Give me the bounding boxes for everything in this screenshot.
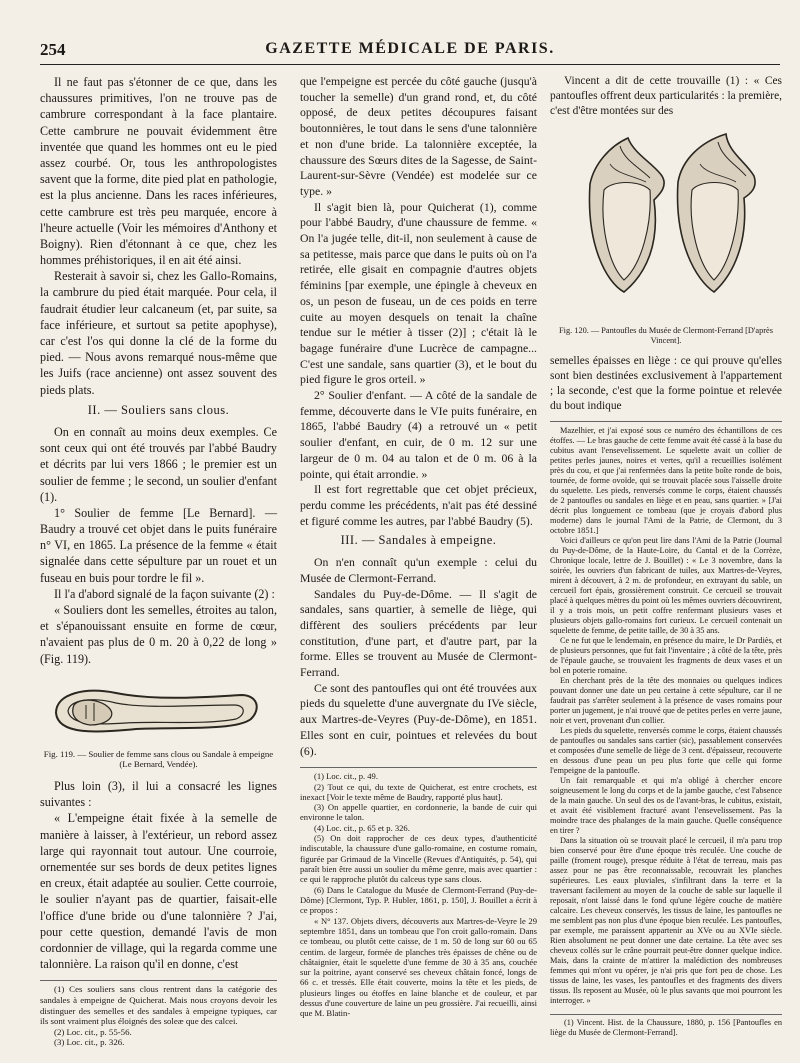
paragraph: On n'en connaît qu'un exemple : celui du Musée de Clermont-Ferrand. bbox=[300, 556, 537, 585]
footnotes bbox=[40, 980, 277, 1048]
footnote: (6) Dans le Catalogue du Musée de Clermont-Ferrand (Puy-de-Dôme) [Clermont, Typ. P. Hubler, 1861, p. 150], J. Bouillet a écrit à ce propos : bbox=[300, 884, 537, 916]
paragraph: que l'empeigne est percée du côté gauche (jusqu'à toucher la semelle) d'un grand rond, et, du côté opposé, de deux petites découpures faisant boutonnières, le tout dans le sens d'une talonnière et non d'une bride. La talonnière exceptée, la chaussure des Sœurs dites de la Sagesse, de Saint-Laurent-sur-Sèvre (Vendée) est modelée sur ce type. » bbox=[300, 75, 537, 198]
paragraph: Plus loin (3), il lui a consacré les lignes suivantes : bbox=[40, 779, 277, 810]
paragraph: En cherchant près de la tête des monnaies ou quelques indices pouvant donner une date un peu certaine à cette sépulture, car il ne faudrait pas s'arrêter seulement à la présence de vases romains pour porter un jugement, je n'ai trouvé que de petites perles en verre jaune, noir et vert, provenant d'un collier. bbox=[550, 675, 782, 725]
paragraph: « Souliers dont les semelles, étroites au talon, et s'épanouissant ensuite en forme de cœur, n'avaient pas plus de 0 m. 20 à 0,22 de long » (Fig. 119). bbox=[40, 603, 277, 666]
slippers-illustration bbox=[550, 124, 782, 324]
footnote: (3) On appelle quartier, en cordonnerie, la bande de cuir qui environne le talon. bbox=[300, 802, 537, 823]
divider bbox=[550, 421, 782, 422]
paragraph: Dans la situation où se trouvait placé le cercueil, il m'a paru trop bien conservé pour être d'une époque très reculée. Une couche de paille (froment rouge), presque réduite à l'état de terreau, mais pas assez pour ne pas être reconnaissable, recouvrait les planches supérieures. Les eaux pluviales, s'infiltrant dans la terre et la traversant facilement au moyen de la couche de sable sur laquelle il reposait, n'ont laissé dans le fond qu'une légère couche de matière calcaire. Les cheveux conservés, les tissus de laine, les pantoufles ne me semblent pas non plus d'une époque bien reculée. Les pantoufles, par exemple, me paraissent appartenir au XVe ou au XVIe siècle. Rien absolument ne peut donner une date certaine. La tête avec ses cheveux collés sur le crâne pourrait peut-être donner quelque indice. Mais, dans la crainte de m'attirer la malédiction des nombreuses femmes qui m'ont vu opérer, je n'ai pris que fort peu de chose. Les tissus de laine, les vases, les pantoufles et des fragments des divers tissus. Ils reposent au Musée, où le plus savants que moi pourront les interroger. » bbox=[550, 835, 782, 1005]
paragraph: On en connaît au moins deux exemples. Ce sont ceux qui ont été trouvés par l'abbé Baudry et décrits par lui vers 1866 ; le premier est un soulier de femme ; le second, un soulier d'enfant (1). bbox=[40, 424, 277, 504]
paragraph: Ce ne fut que le lendemain, en présence du maire, le Dr Pardiès, et de plusieurs personnes, que fut fait l'inventaire ; à côté de la tête, près de l'épaule gauche, se trouvaient les fragments de deux vases et un bol en poterie romaine. bbox=[550, 635, 782, 675]
figure-119-sandal bbox=[46, 675, 271, 745]
paragraph: Les pieds du squelette, renversés comme le corps, étaient chaussés de pantoufles ou sandales sans cartier (sic), passablement conservées et composées d'une semelle de liège de 3 cent. d'épaisseur, recouverte en dessous d'une peau un peu plus forte que celle qui forme l'empeigne de la pantoufle. bbox=[550, 725, 782, 775]
paragraph: Vincent a dit de cette trouvaille (1) : « Ces pantoufles offrent deux particularités : la première, c'est d'être montées sur des bbox=[550, 75, 782, 118]
footnote: (1) Ces souliers sans clous rentrent dans la catégorie des sandales à empeigne de Quicherat. Mais nous croyons devoir les distinguer des semelles et des sandales à empeigne typiques, car ils sont vraiment plus éloignés des soleæ que des calcei. bbox=[40, 984, 277, 1027]
section-heading: II. — Souliers sans clous. bbox=[87, 402, 230, 417]
footnote: (1) Loc. cit., p. 49. bbox=[314, 771, 378, 782]
footnote: (5) On doit rapprocher de ces deux types, d'authenticité indiscutable, la chaussure d'une gallo-romaine, en costume romain, figurée par Grimaud de la Vincelle (Revues d'Antiquités, p. 54), qui paraît bien être aussi un soulier du même genre, mais avec quartier : ce qui le rapproche plutôt du calceus type sans clous. bbox=[300, 833, 537, 885]
paragraph: 2° Soulier d'enfant. — A côté de la sandale de femme, découverte dans le VIe puits funéraire, en 1865, l'abbé Baudry (4) a retrouvé un « petit soulier d'enfant, en cuir, de 0 m. 12 sur une largeur de 0 m. 04 au talon et de 0 m. 06 à la pointe, qui était arrondie. » bbox=[300, 389, 537, 481]
footnote: « N° 137. Objets divers, découverts aux Martres-de-Veyre le 29 septembre 1851, dans un tombeau que l'on croit gallo-romain. Dans ce tombeau, ou plutôt cette caisse, de 1 m. 50 de long sur 60 ou 65 centim. de largeur, formée de planches très épaisses de chêne ou de châtaignier, était le squelette d'une femme de 30 à 35 ans, couchée sur la poitrine, ayant conservé ses cheveux châtain foncé, longs de 66 c. et tressés. Elle était couverte, moins la tête et les pieds, de plusieurs linges ou étoffes en laine blanche et de couleur, et par dessus d'une couverture de laine un peu grossière. J'ai recueilli, ainsi que M. Blatin- bbox=[300, 915, 537, 1019]
footnote: (3) Loc. cit., p. 326. bbox=[54, 1037, 125, 1048]
paragraph: Il s'agit bien là, pour Quicherat (1), comme pour l'abbé Baudry, d'une chaussure de femme. « On l'a jugée telle, dit-il, non seulement à cause de sa petitesse, mais parce que dans le puits où on l'a retirée, elle gisait en compagnie d'autres objets féminins [par exemple, une épingle à cheveux en os, un peson de fuseau, un de ces poids en terre cuite au moyen desquels on tenait la chaîne tendue sur le métier à tisser (2)] ; c'était là le bagage funéraire d'une Lucrèce de campagne... C'est une sandale, sans quartier (3), et le bout du pied figure le gros orteil. » bbox=[300, 200, 537, 387]
page-number: 254 bbox=[40, 40, 66, 59]
paragraph: Sandales du Puy-de-Dôme. — Il s'agit de sandales, sans quartier, à semelle de liège, qui diffèrent des souliers précédents par leur constitution, d'une part, et d'autre part, par la forme. Elles se trouvent au Musée de Clermont-Ferrand. bbox=[300, 587, 537, 680]
figure-caption: Fig. 119. — Soulier de femme sans clous ou Sandale à empeigne (Le Bernard, Vendée). bbox=[43, 748, 274, 770]
paragraph: Resterait à savoir si, chez les Gallo-Romains, la cambrure du pied était marquée. Pour cela, il faudrait étudier leur calcaneum (et, par suite, sa face inférieure, et surtout sa petite apophyse), car c'est l'os qui donne la clé de la forme du pied. — Nous avons remarqué nous-même que les Juifs (race ancienne) ont assez souvent des pieds plats. bbox=[40, 269, 277, 397]
journal-title: GAZETTE MÉDICALE DE PARIS. bbox=[265, 40, 555, 57]
paragraph: Mazelhier, et j'ai exposé sous ce numéro des échantillons de ces étoffes. — Le bras gauche de cette femme avait été cassé à la base du cubitus avant l'ensevelissement. Le squelette avait un collier de petites perles jaunes, noires et vertes, qu'il a recueillies isolément près du cou, et que j'ai renfermées dans la petite boîte ronde de bois, tournée, de forme ovoïde, qui se trouvait placée sous l'aisselle droite du squelette. Les pieds, renversés comme le corps, étaient chaussés de 2 pantoufles ou sandales en liège et en peau, sans quartier. » [J'ai décrit plus longuement ce tombeau (que je croyais d'abord plus moderne) dans le journal l'Ami de la Patrie, de Clermont, du 3 octobre 1851.] bbox=[550, 425, 782, 535]
paragraph: Il ne faut pas s'étonner de ce que, dans les chaussures primitives, l'on ne trouve pas de cambrure correspondant à la face plantaire. Cette cambrure ne pouvait évidemment être inventée que quand les hommes ont eu le pied assez courbé. Or, tous les anthropologistes savent que la forme, dite pied plat en pathologie, est la plus ancienne. Dans les races inférieures, cette cambrure est très peu marquée, encore à l'heure actuelle (Voir les mémoires d'Anthony et Boigny). Rien d'étonnant à ce que, chez les hommes préhistoriques, il en ait été ainsi. bbox=[40, 75, 277, 268]
paragraph: Voici d'ailleurs ce qu'on peut lire dans l'Ami de la Patrie (Journal du Puy-de-Dôme, de la Haute-Loire, du Cantal et de la Corrèze, Chronique locale, lettre de J. Bouillet) : « Le 3 novembre, dans la soirée, les ouvriers d'un fabricant de tuiles, aux Martres-de-Veyres, mirent à découvert, à 2 m. de profondeur, en extrayant du sable, un cercueil fort épais, grossièrement construit. Ce cercueil se trouvait placé à quelques mètres du point où les mêmes ouvriers découvrirent, il y a trois mois, un petit coffre renfermant plusieurs vases et plusieurs objets gallo-romains fort curieux. Le cercueil contenait un squelette de femme, de petite taille, de 30 à 35 ans. bbox=[550, 535, 782, 635]
paragraph: Un fait remarquable et qui m'a obligé à chercher encore soigneusement le long du corps et de la jambe gauche, c'est l'absence de la main gauche. Un seul des os de l'avant-bras, le cubitus, existait, et avait été visiblement fracturé avant l'ensevelissement. Pas la moindre trace des phalanges de la main gauche. Quelle conséquence en tirer ? bbox=[550, 775, 782, 835]
paragraph: « L'empeigne était fixée à la semelle de manière à laisser, à l'extérieur, un rebord assez large qui rayonnait tout autour. Une courroie, ornementée sur ses bords de deux petites lignes en creux, était adaptée au soulier. Cette courroie, le soulier n'ayant pas de quartier, faisait-elle l'office d'une bride ou d'une talonnière ? J'ai, pour cette question, demandé l'avis de mon cordonnier de village, qui la regarda comme une talonnière. La raison qu'il en donne, c'est bbox=[40, 811, 277, 972]
column-right bbox=[550, 74, 782, 1038]
footnotes bbox=[550, 1014, 782, 1038]
footnote: (2) Tout ce qui, du texte de Quicherat, est entre crochets, est inexact [Voir le texte même de Baudry, rapporté plus haut]. bbox=[300, 781, 537, 802]
column-middle bbox=[300, 74, 537, 1019]
column-left bbox=[40, 74, 277, 1048]
paragraph: Il est fort regrettable que cet objet précieux, perdu comme les précédents, n'ait pas été dessiné et figuré comme les autres, par l'abbé Baudry (5). bbox=[300, 483, 537, 528]
page-header bbox=[40, 38, 780, 65]
footnote-continuation bbox=[550, 426, 782, 1006]
footnotes bbox=[300, 767, 537, 1019]
figure-caption: Fig. 120. — Pantoufles du Musée de Clermont-Ferrand [D'après Vincent]. bbox=[559, 325, 773, 345]
footnote: (1) Vincent. Hist. de la Chaussure, 1880, p. 156 [Pantoufles en liège du Musée de Clermont-Ferrand]. bbox=[550, 1017, 782, 1037]
paragraph: semelles épaisses en liège : ce qui prouve qu'elles sont bien destinées exclusivement à l'appartement ; la seconde, c'est que la forme pointue et relevée du bout indique bbox=[550, 354, 782, 413]
paragraph: 1° Soulier de femme [Le Bernard]. — Baudry a trouvé cet objet dans le puits funéraire n° VI, en 1865. La présence de la femme « était signalée dans cette sépulture par un rouet et un fuseau en buis pour tordre le fil ». bbox=[40, 505, 277, 585]
section-heading: III. — Sandales à empeigne. bbox=[340, 533, 497, 548]
footnote: (2) Loc. cit., p. 55-56. bbox=[54, 1026, 132, 1037]
paragraph: Il l'a d'abord signalé de la façon suivante (2) : bbox=[54, 586, 275, 601]
sandal-illustration bbox=[46, 675, 266, 745]
figure-120-slippers bbox=[550, 124, 782, 324]
paragraph: Ce sont des pantoufles qui ont été trouvées aux pieds du squelette d'une auvergnate du IVe siècle, aux Martres-de-Veyres (Puy-de-Dôme), en 1851. Elles sont en cuir, pointues et relevées du bout (6). bbox=[300, 681, 537, 758]
footnote: (4) Loc. cit., p. 65 et p. 326. bbox=[314, 822, 410, 833]
